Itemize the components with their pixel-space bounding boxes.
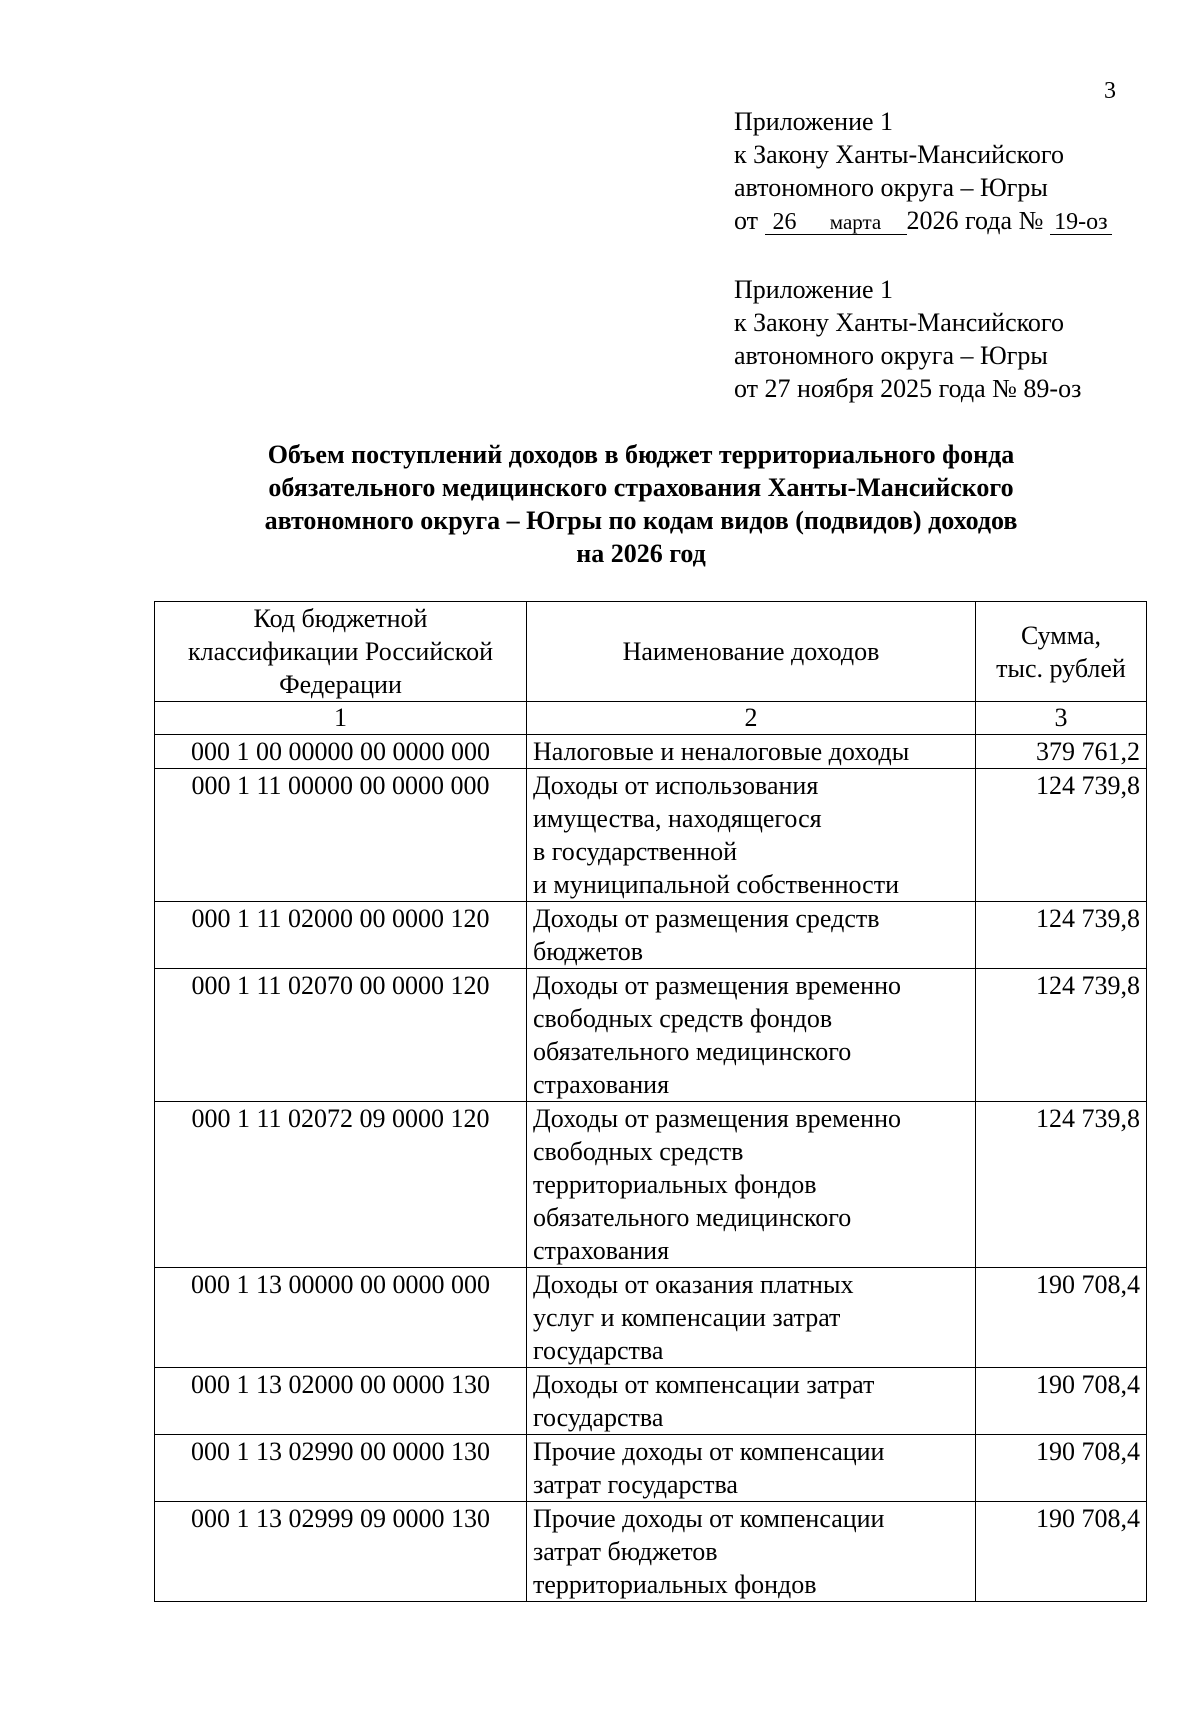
date-month-field: марта: [805, 210, 907, 235]
row-code: 000 1 00 00000 00 0000 000: [155, 735, 527, 769]
document-title-line: обязательного медицинского страхования Ханты-Мансийского: [268, 473, 1014, 502]
page-number: 3: [1104, 78, 1116, 104]
appendix-date-line: [734, 204, 1112, 237]
table-row: [155, 969, 1147, 1102]
document-title-line: автономного округа – Югры по кодам видов (подвидов) доходов: [264, 506, 1018, 535]
header-code: [155, 602, 527, 702]
row-amount: 190 708,4: [976, 1435, 1147, 1502]
row-code: 000 1 13 02990 00 0000 130: [155, 1435, 527, 1502]
column-number: 3: [976, 702, 1147, 735]
header-name-line: Наименование доходов: [622, 637, 880, 666]
row-amount: 124 739,8: [976, 969, 1147, 1102]
row-name-line: территориальных фондов: [533, 1570, 817, 1599]
row-code: 000 1 11 02000 00 0000 120: [155, 902, 527, 969]
table-row: [155, 1368, 1147, 1435]
row-name: [527, 1268, 976, 1368]
row-name-line: Прочие доходы от компенсации: [533, 1504, 885, 1533]
table-row: [155, 1435, 1147, 1502]
table-row: [155, 1268, 1147, 1368]
header-code-line: классификации Российской: [187, 637, 494, 666]
header-code-line: Код бюджетной: [253, 604, 428, 633]
row-name: [527, 969, 976, 1102]
header-amount-line: Сумма,: [1020, 620, 1102, 650]
law-number-field: 19-оз: [1050, 210, 1112, 235]
date-prefix: от: [734, 206, 759, 235]
row-name-line: обязательного медицинского: [533, 1037, 852, 1066]
row-name-line: свободных средств: [533, 1137, 744, 1166]
row-name-line: Доходы от использования: [533, 771, 819, 800]
table-header-row: [155, 602, 1147, 702]
row-name-line: территориальных фондов: [533, 1170, 817, 1199]
row-name-line: Доходы от оказания платных: [533, 1270, 854, 1299]
row-name-line: имущества, находящегося: [533, 804, 822, 833]
row-name: [527, 769, 976, 902]
row-name: [527, 1435, 976, 1502]
date-year-text: 2026 года №: [906, 206, 1044, 235]
appendix-law-line: к Закону Ханты-Мансийского: [734, 308, 1064, 337]
row-name: [527, 902, 976, 969]
row-code: 000 1 13 00000 00 0000 000: [155, 1268, 527, 1368]
row-name-line: Доходы от размещения временно: [533, 971, 901, 1000]
table-row: [155, 902, 1147, 969]
row-name-line: страхования: [533, 1070, 670, 1099]
table-row: [155, 769, 1147, 902]
header-name: [527, 602, 976, 702]
row-name-line: Доходы от размещения временно: [533, 1104, 901, 1133]
document-title-line: на 2026 год: [576, 539, 706, 568]
row-code: 000 1 11 02070 00 0000 120: [155, 969, 527, 1102]
row-name-line: бюджетов: [533, 937, 644, 966]
row-name-line: Налоговые и неналоговые доходы: [533, 737, 910, 766]
column-number: 1: [155, 702, 527, 735]
table-row: [155, 1102, 1147, 1268]
table-row: [155, 1502, 1147, 1602]
income-table: [154, 601, 1147, 1602]
row-name: [527, 1502, 976, 1602]
header-amount-line: тыс. рублей: [996, 653, 1126, 683]
appendix-header-new: [734, 105, 1112, 237]
column-number: 2: [527, 702, 976, 735]
appendix-region-line: автономного округа – Югры: [734, 341, 1048, 370]
appendix-law-line: к Закону Ханты-Мансийского: [734, 140, 1064, 169]
table-row: [155, 735, 1147, 769]
row-name-line: услуг и компенсации затрат: [533, 1303, 841, 1332]
header-amount: [976, 602, 1147, 702]
row-amount: 379 761,2: [976, 735, 1147, 769]
row-code: 000 1 11 00000 00 0000 000: [155, 769, 527, 902]
row-name-line: затрат государства: [533, 1470, 738, 1499]
document-title: [160, 438, 1122, 570]
row-name-line: государства: [533, 1336, 664, 1365]
appendix-header-old: [734, 273, 1081, 405]
appendix-date-line: от 27 ноября 2025 года № 89-оз: [734, 374, 1082, 403]
row-name: [527, 735, 976, 769]
row-code: 000 1 11 02072 09 0000 120: [155, 1102, 527, 1268]
row-name-line: и муниципальной собственности: [533, 870, 899, 899]
date-day-field: 26: [765, 210, 805, 235]
row-name-line: Доходы от компенсации затрат: [533, 1370, 875, 1399]
column-number-row: [155, 702, 1147, 735]
row-name-line: государства: [533, 1403, 664, 1432]
row-name-line: затрат бюджетов: [533, 1537, 718, 1566]
row-code: 000 1 13 02999 09 0000 130: [155, 1502, 527, 1602]
row-name: [527, 1368, 976, 1435]
document-title-line: Объем поступлений доходов в бюджет территориального фонда: [267, 440, 1015, 469]
table-body: [155, 735, 1147, 1602]
appendix-title: Приложение 1: [734, 107, 894, 136]
row-amount: 190 708,4: [976, 1268, 1147, 1368]
header-code-line: Федерации: [279, 670, 402, 699]
row-amount: 190 708,4: [976, 1368, 1147, 1435]
row-amount: 124 739,8: [976, 902, 1147, 969]
appendix-title: Приложение 1: [734, 275, 894, 304]
row-amount: 190 708,4: [976, 1502, 1147, 1602]
row-name: [527, 1102, 976, 1268]
row-amount: 124 739,8: [976, 1102, 1147, 1268]
row-name-line: свободных средств фондов: [533, 1004, 833, 1033]
row-code: 000 1 13 02000 00 0000 130: [155, 1368, 527, 1435]
appendix-region-line: автономного округа – Югры: [734, 173, 1048, 202]
row-amount: 124 739,8: [976, 769, 1147, 902]
row-name-line: обязательного медицинского: [533, 1203, 852, 1232]
row-name-line: страхования: [533, 1236, 670, 1265]
row-name-line: Доходы от размещения средств: [533, 904, 880, 933]
row-name-line: Прочие доходы от компенсации: [533, 1437, 885, 1466]
row-name-line: в государственной: [533, 837, 738, 866]
